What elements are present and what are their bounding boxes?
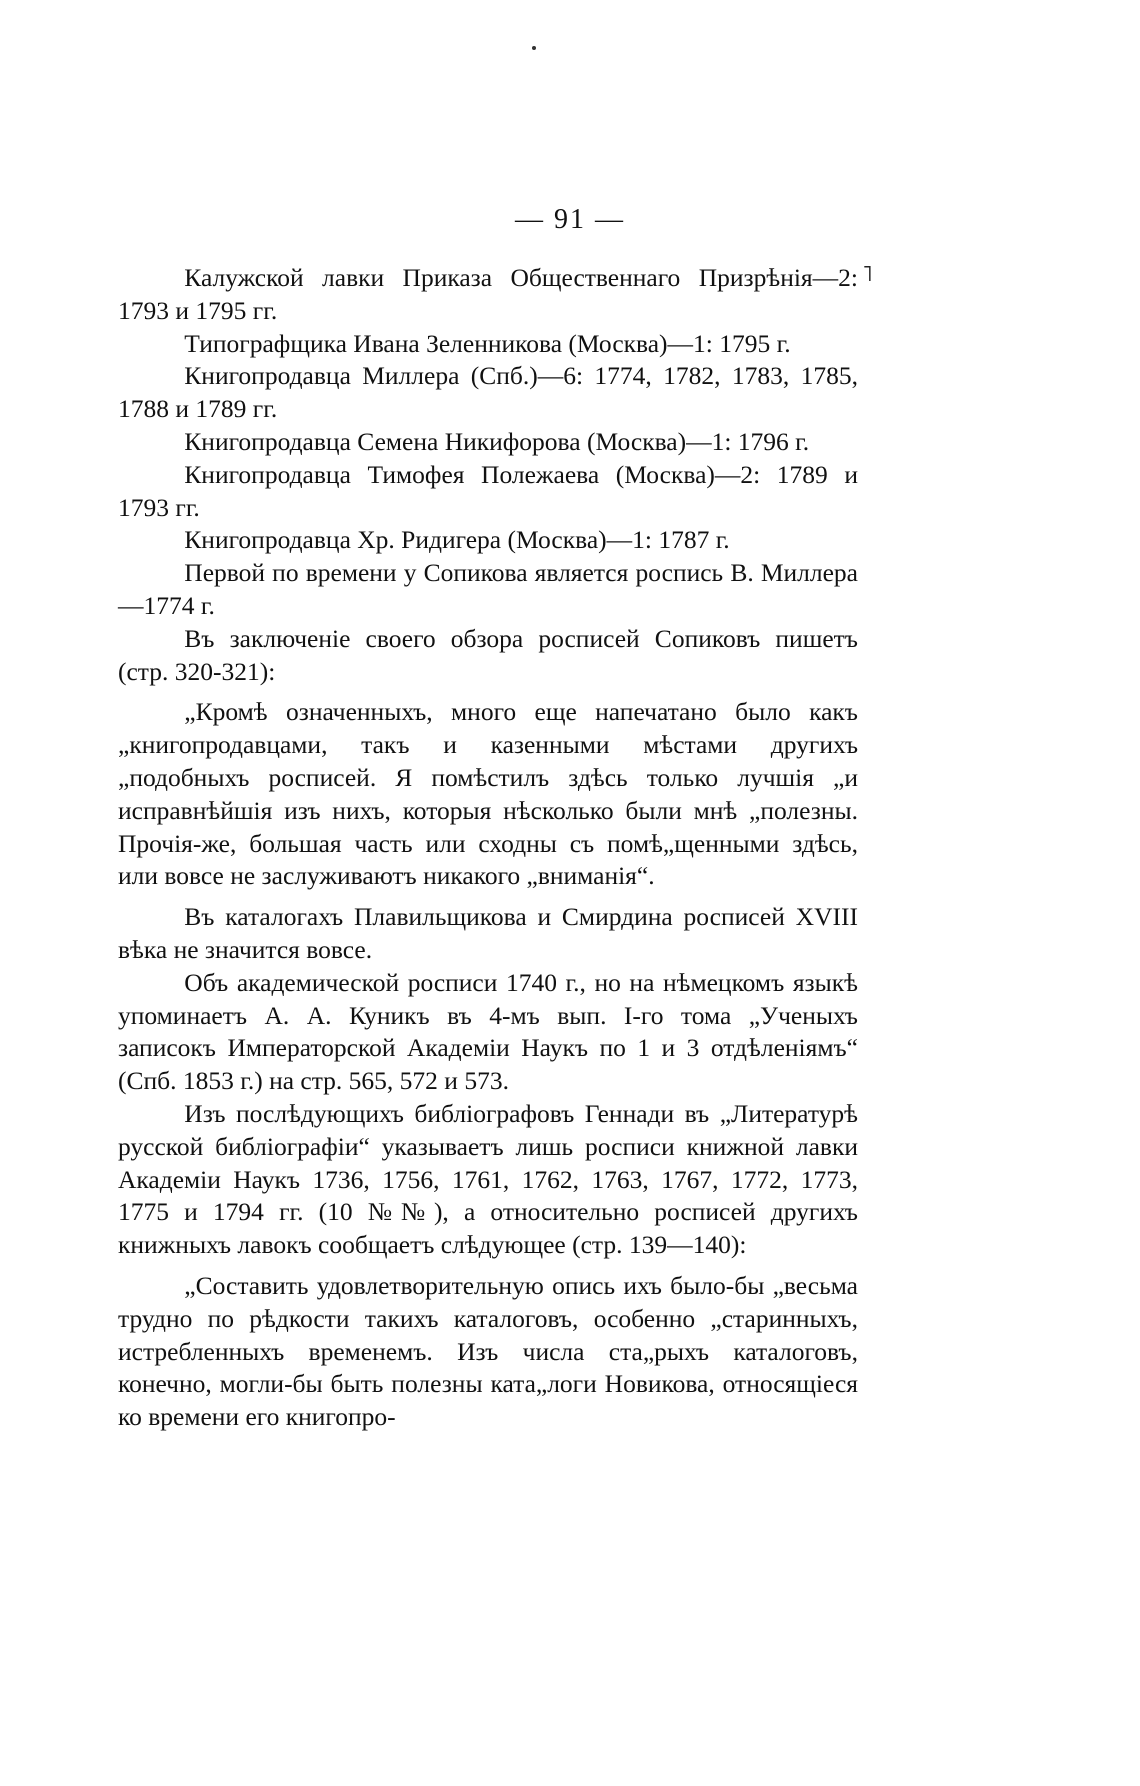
paragraph-nikiforov: Книгопродавца Семена Никифорова (Москва)—1: 1796 г.: [184, 426, 810, 456]
paragraph-polezhaev: Книгопродавца Тимофея Полежаева (Москва)—2: 1789 и 1793 гг.: [118, 459, 858, 522]
quote-gennadi: „Составить удовлетворительную опись ихъ было-бы „весьма трудно по рѣдкости такихъ каталоговъ, особенно „старинныхъ, истребленныхъ временемъ. Изъ числа ста„рыхъ каталоговъ, конечно, могли-бы быть полезны ката„логи Новикова, относящіеся ко времени его книгопро-: [118, 1270, 858, 1432]
paragraph-gennadi: Изъ послѣдующихъ библіографовъ Геннади въ „Литературѣ русской библіографіи“ указываетъ лишь росписи книжной лавки Академіи Наукъ 1736, 1756, 1761, 1762, 1763, 1767, 1772, 1773, 1775 и 1794 гг. (10 №№), а относительно росписей другихъ книжныхъ лавокъ сообщаетъ слѣдующее (стр. 139—140):: [118, 1098, 858, 1260]
scan-speck: [532, 46, 536, 50]
paragraph-miller: Книгопродавца Миллера (Спб.)—6: 1774, 1782, 1783, 1785, 1788 и 1789 гг.: [118, 361, 858, 424]
paragraph-academic-register: Объ академической росписи 1740 г., но на нѣмецкомъ языкѣ упоминаетъ А. А. Куникъ въ 4-мъ вып. I-го тома „Ученыхъ записокъ Императорской Академіи Наукъ по 1 и 3 отдѣленіямъ“ (Спб. 1853 г.) на стр. 565, 572 и 573.: [118, 967, 858, 1096]
margin-bracket-mark: ˥: [862, 262, 873, 287]
quote-sopikov: „Кромѣ означенныхъ, много еще напечатано было какъ „книгопродавцами, такъ и казенными мѣстами другихъ „подобныхъ росписей. Я помѣстилъ здѣсь только лучшія „и исправнѣйшія изъ нихъ, которыя нѣсколько были мнѣ „полезны. Прочія-же, большая часть или сходны съ помѣ„щенными здѣсь, или вовсе не заслуживаютъ никакого „вниманія“.: [118, 697, 858, 891]
paragraph-first-by-time: Первой по времени у Сопикова является роспись В. Миллера—1774 г.: [118, 558, 858, 620]
paragraph-ridiger: Книгопродавца Хр. Ридигера (Москва)—1: 1787 г.: [184, 525, 730, 555]
paragraph-kaluga-shop: Калужской лавки Приказа Общественнаго Призрѣнія—2: 1793 и 1795 гг.: [118, 263, 858, 325]
main-text: [118, 262, 858, 1442]
page-number: — 91 —: [515, 204, 625, 235]
paragraph-plavilshchikov-smirdin: Въ каталогахъ Плавильщикова и Смирдина росписей XVIII вѣка не значится вовсе.: [118, 902, 858, 964]
paragraph-sopikov-conclusion: Въ заключеніе своего обзора росписей Сопиковъ пишетъ (стр. 320-321):: [118, 623, 858, 686]
paragraph-zelennikov: Типографщика Ивана Зеленникова (Москва)—1: 1795 г.: [184, 328, 791, 358]
